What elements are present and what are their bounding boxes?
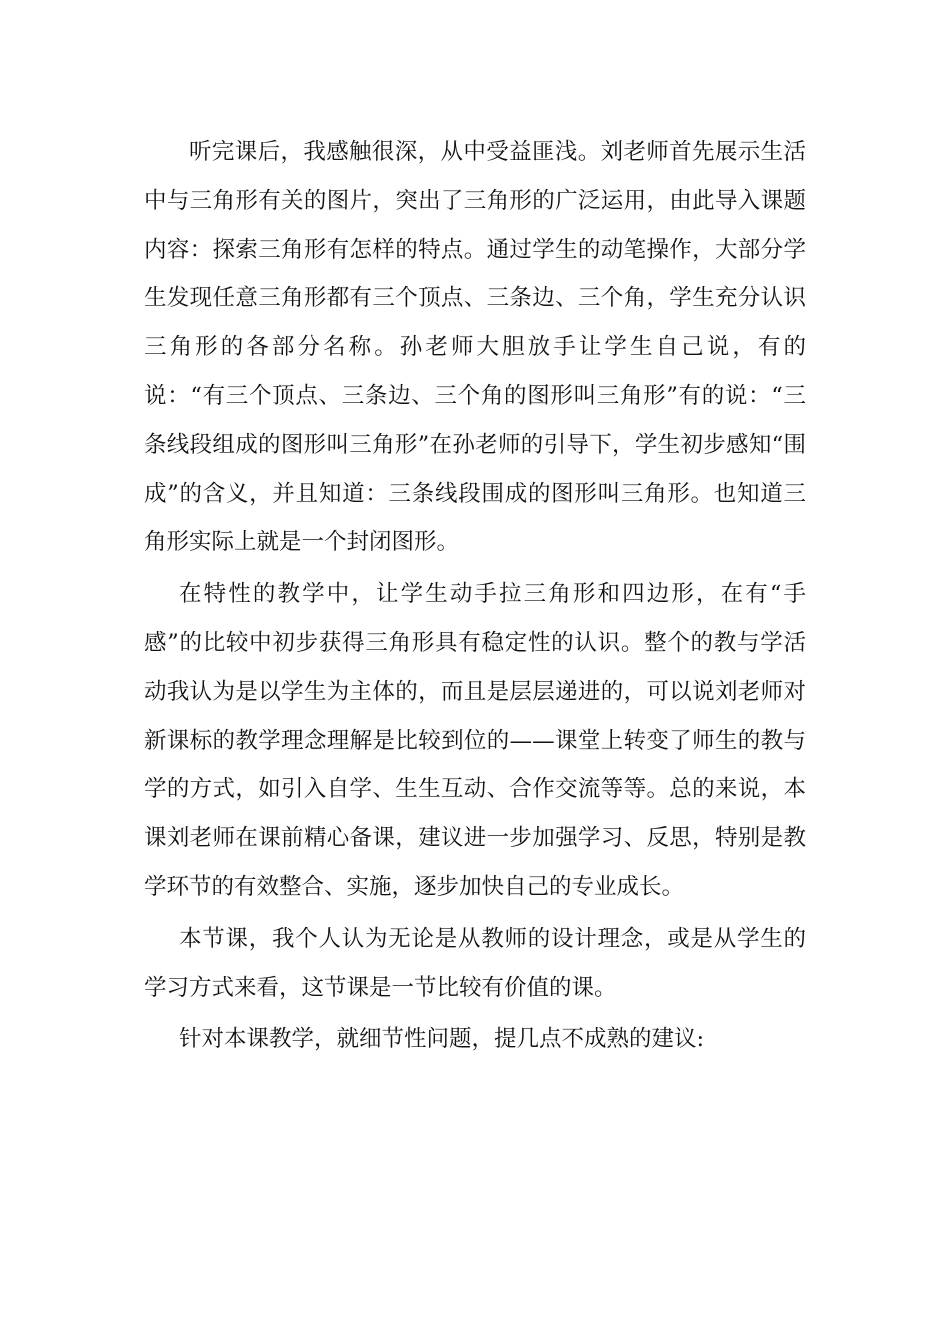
document-body [144, 128, 806, 1064]
paragraph-stability-teaching: 在特性的教学中，让学生动手拉三角形和四边形，在有“手感”的比较中初步获得三角形具有稳定性的认识。整个的教与学活动我认为是以学生为主体的，而且是层层递进的，可以说刘老师对新课标的教学理念理解是比较到位的——课堂上转变了师生的教与学的方式，如引入自学、生生互动、合作交流等等。总的来说，本课刘老师在课前精心备课，建议进一步加强学习、反思，特别是教学环节的有效整合、实施，逐步加快自己的专业成长。 [144, 581, 806, 900]
paragraph-lesson-value: 本节课，我个人认为无论是从教师的设计理念，或是从学生的学习方式来看，这节课是一节比较有价值的课。 [144, 925, 806, 1001]
paragraph-lesson-review: 听完课后，我感触很深，从中受益匪浅。刘老师首先展示生活中与三角形有关的图片，突出了三角形的广泛运用，由此导入课题内容：探索三角形有怎样的特点。通过学生的动笔操作，大部分学生发现任意三角形都有三个顶点、三条边、三个角，学生充分认识三角形的各部分名称。孙老师大胆放手让学生自己说，有的说：“有三个顶点、三条边、三个角的图形叫三角形”有的说：“三条线段组成的图形叫三角形”在孙老师的引导下，学生初步感知“围成”的含义，并且知道：三条线段围成的图形叫三角形。也知道三角形实际上就是一个封闭图形。 [144, 139, 806, 556]
paragraph-suggestions-intro: 针对本课教学，就细节性问题，提几点不成熟的建议: [179, 1026, 705, 1053]
